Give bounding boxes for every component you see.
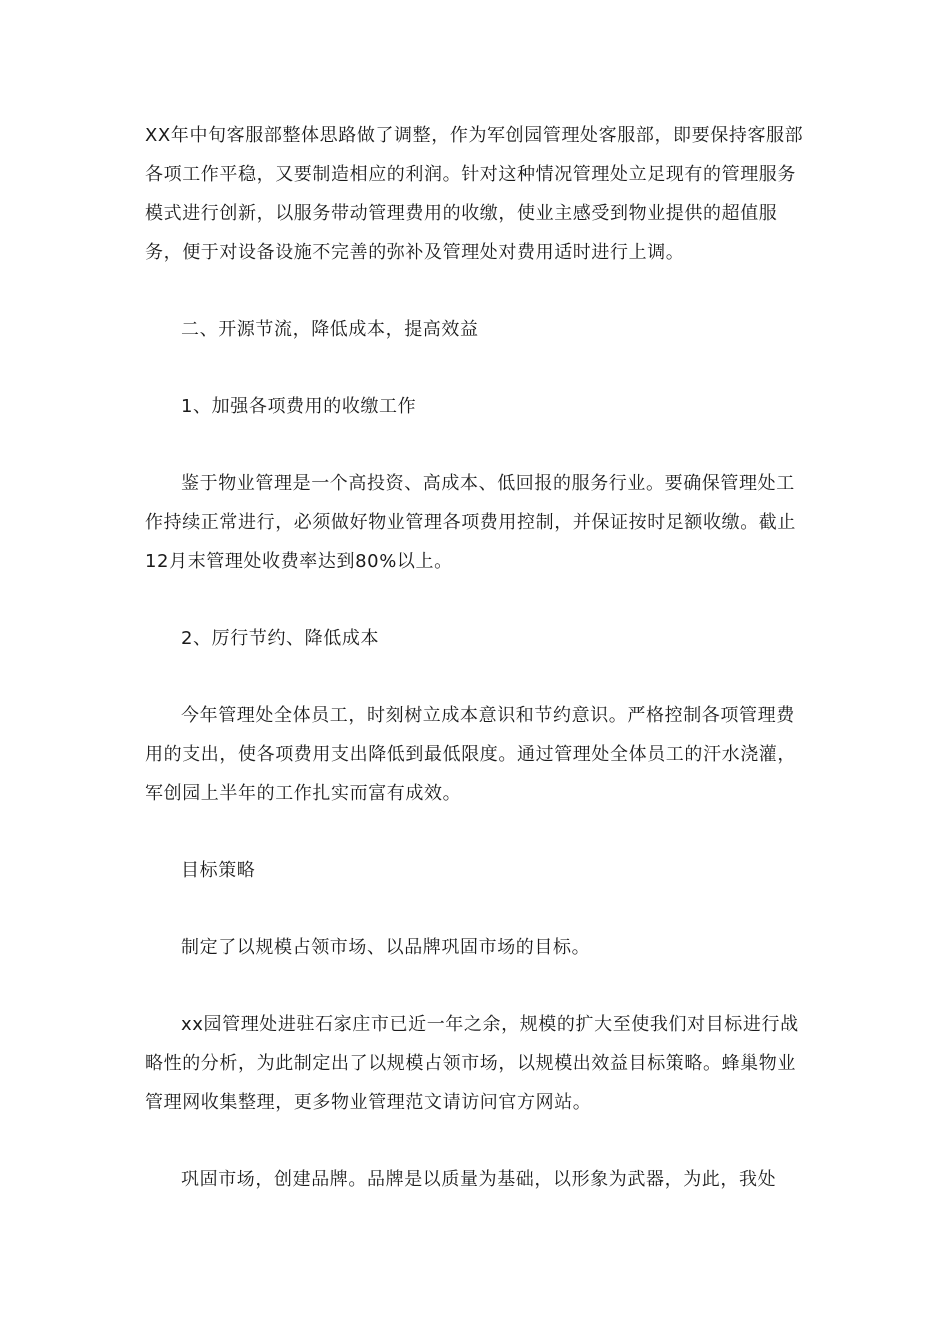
paragraph-gap <box>145 813 805 851</box>
subheading-fee-collection: 1、加强各项费用的收缴工作 <box>181 396 417 417</box>
paragraph-gap <box>145 349 805 387</box>
paragraph-gap <box>145 581 805 619</box>
subheading-save-costs: 2、厉行节约、降低成本 <box>181 628 380 649</box>
paragraph-gap <box>145 890 805 928</box>
section-heading-cost-reduction: 二、开源节流，降低成本，提高效益 <box>181 319 479 340</box>
paragraph-gap <box>145 426 805 464</box>
paragraph-save-costs: 今年管理处全体员工，时刻树立成本意识和节约意识。严格控制各项管理费用的支出，使各项费用支出降低到最低限度。通过管理处全体员工的汗水浇灌，军创园上半年的工作扎实而富有成效。 <box>145 705 796 804</box>
paragraph-strategy-analysis: xx园管理处进驻石家庄市已近一年之余，规模的扩大至使我们对目标进行战略性的分析，为此制定出了以规模占领市场，以规模出效益目标策略。蜂巢物业管理网收集整理，更多物业管理范文请访问官方网站。 <box>145 1014 799 1113</box>
paragraph-gap <box>145 658 805 696</box>
paragraph-gap <box>145 1122 805 1160</box>
paragraph-intro: XX年中旬客服部整体思路做了调整，作为军创园管理处客服部，即要保持客服部各项工作平稳，又要制造相应的利润。针对这种情况管理处立足现有的管理服务模式进行创新，以服务带动管理费用的收缴，使业主感受到物业提供的超值服务，便于对设备设施不完善的弥补及管理处对费用适时进行上调。 <box>145 125 804 263</box>
paragraph-fee-collection: 鉴于物业管理是一个高投资、高成本、低回报的服务行业。要确保管理处工作持续正常进行，必须做好物业管理各项费用控制，并保证按时足额收缴。截止12月末管理处收费率达到80%以上。 <box>145 473 796 572</box>
subheading-target-strategy: 目标策略 <box>181 860 256 881</box>
paragraph-gap <box>145 967 805 1005</box>
paragraph-gap <box>145 272 805 310</box>
document-body <box>145 116 805 1199</box>
paragraph-brand: 巩固市场，创建品牌。品牌是以质量为基础，以形象为武器，为此，我处 <box>181 1169 777 1190</box>
paragraph-target: 制定了以规模占领市场、以品牌巩固市场的目标。 <box>181 937 591 958</box>
